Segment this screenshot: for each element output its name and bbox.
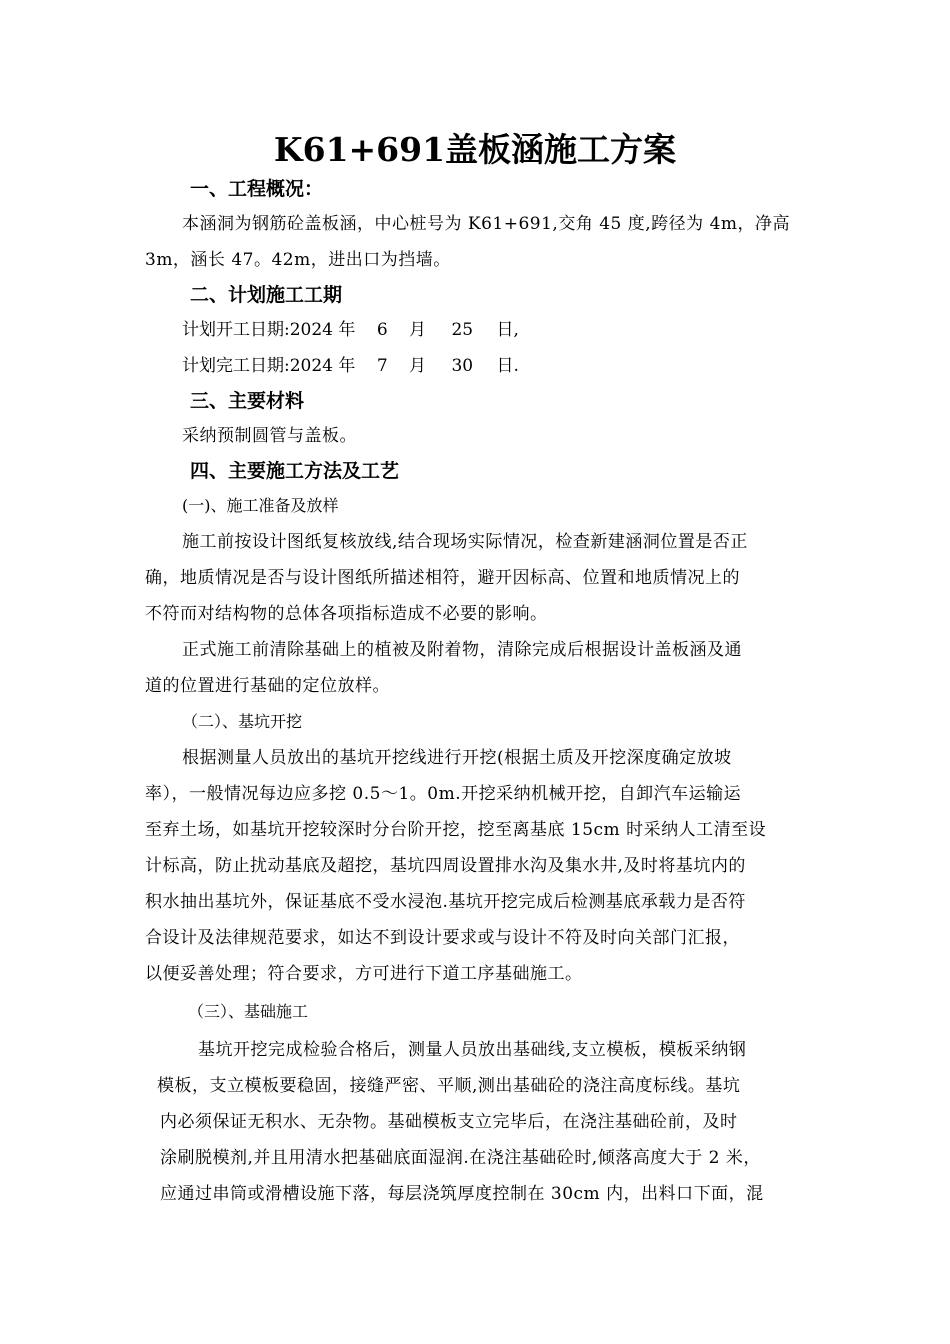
start-date-month-unit: 月	[409, 320, 427, 340]
paragraph-line: 率），一般情况每边应多挖 0.5～1。0m.开挖采纳机械开挖，自卸汽车运输运	[145, 784, 742, 804]
paragraph-line: 不符而对结构物的总体各项指标造成不必要的影响。	[145, 604, 548, 624]
paragraph-line: 道的位置进行基础的定位放样。	[145, 676, 390, 696]
end-date-line	[182, 354, 519, 378]
paragraph-line: 模板，支立模板要稳固，接缝严密、平顺,测出基础砼的浇注高度标线。基坑	[157, 1076, 741, 1096]
section-heading-overview: 一、工程概况：	[190, 178, 324, 200]
section-heading-materials: 三、主要材料	[190, 390, 305, 412]
paragraph-line: 内必须保证无积水、无杂物。基础模板支立完毕后，在浇注基础砼前，及时	[160, 1112, 738, 1132]
end-date-day: 30	[451, 356, 474, 376]
section-heading-schedule: 二、计划施工工期	[190, 284, 343, 306]
paragraph-line: 正式施工前清除基础上的植被及附着物，清除完成后根据设计盖板涵及通	[182, 640, 742, 660]
start-date-label: 计划开工日期:2024 年	[182, 320, 356, 340]
end-date-label: 计划完工日期:2024 年	[182, 356, 356, 376]
paragraph-line: 以便妥善处理；符合要求，方可进行下道工序基础施工。	[145, 964, 583, 984]
paragraph-line: 施工前按设计图纸复核放线,结合现场实际情况，检查新建涵洞位置是否正	[182, 532, 748, 552]
section-heading-methods: 四、主要施工方法及工艺	[190, 460, 400, 482]
paragraph-line: 确，地质情况是否与设计图纸所描述相符，避开因标高、位置和地质情况上的	[145, 568, 740, 588]
document-title: K61+691盖板涵施工方案	[273, 130, 677, 169]
paragraph-line: 本涵洞为钢筋砼盖板涵，中心桩号为 K61+691,交角 45 度,跨径为 4m，净高	[182, 214, 791, 234]
paragraph-line: 根据测量人员放出的基坑开挖线进行开挖(根据土质及开挖深度确定放坡	[182, 748, 732, 768]
paragraph-line: 合设计及法律规范要求，如达不到设计要求或与设计不符及时向关部门汇报，	[145, 928, 740, 948]
paragraph-line: 应通过串筒或滑槽设施下落，每层浇筑厚度控制在 30cm 内，出料口下面，混	[160, 1184, 764, 1204]
paragraph-line: 基坑开挖完成检验合格后，测量人员放出基础线,支立模板，模板采纳钢	[198, 1040, 747, 1060]
start-date-line	[182, 318, 519, 342]
start-date-month: 6	[376, 320, 388, 340]
paragraph-line: 采纳预制圆管与盖板。	[182, 426, 357, 446]
end-date-month: 7	[376, 356, 388, 376]
paragraph-line: 至弃土场，如基坑开挖较深时分台阶开挖，挖至离基底 15cm 时采纳人工清至设	[145, 820, 767, 840]
paragraph-line: 涂刷脱模剂,并且用清水把基础底面湿润.在浇注基础砼时,倾落高度大于 2 米，	[160, 1148, 761, 1168]
subsection-title-preparation: (一)、施工准备及放样	[182, 496, 339, 515]
end-date-day-unit: 日.	[496, 356, 519, 376]
subsection-title-excavation: （二）、基坑开挖	[182, 712, 303, 731]
end-date-month-unit: 月	[409, 356, 427, 376]
start-date-day-unit: 日,	[496, 320, 519, 340]
paragraph-line: 积水抽出基坑外，保证基底不受水浸泡.基坑开挖完成后检测基底承载力是否符	[145, 892, 746, 912]
paragraph-line: 计标高，防止扰动基底及超挖，基坑四周设置排水沟及集水井,及时将基坑内的	[145, 856, 746, 876]
subsection-title-foundation: （三）、基础施工	[188, 1002, 309, 1021]
start-date-day: 25	[451, 320, 474, 340]
paragraph-line: 3m，涵长 47。42m，进出口为挡墙。	[145, 250, 451, 270]
